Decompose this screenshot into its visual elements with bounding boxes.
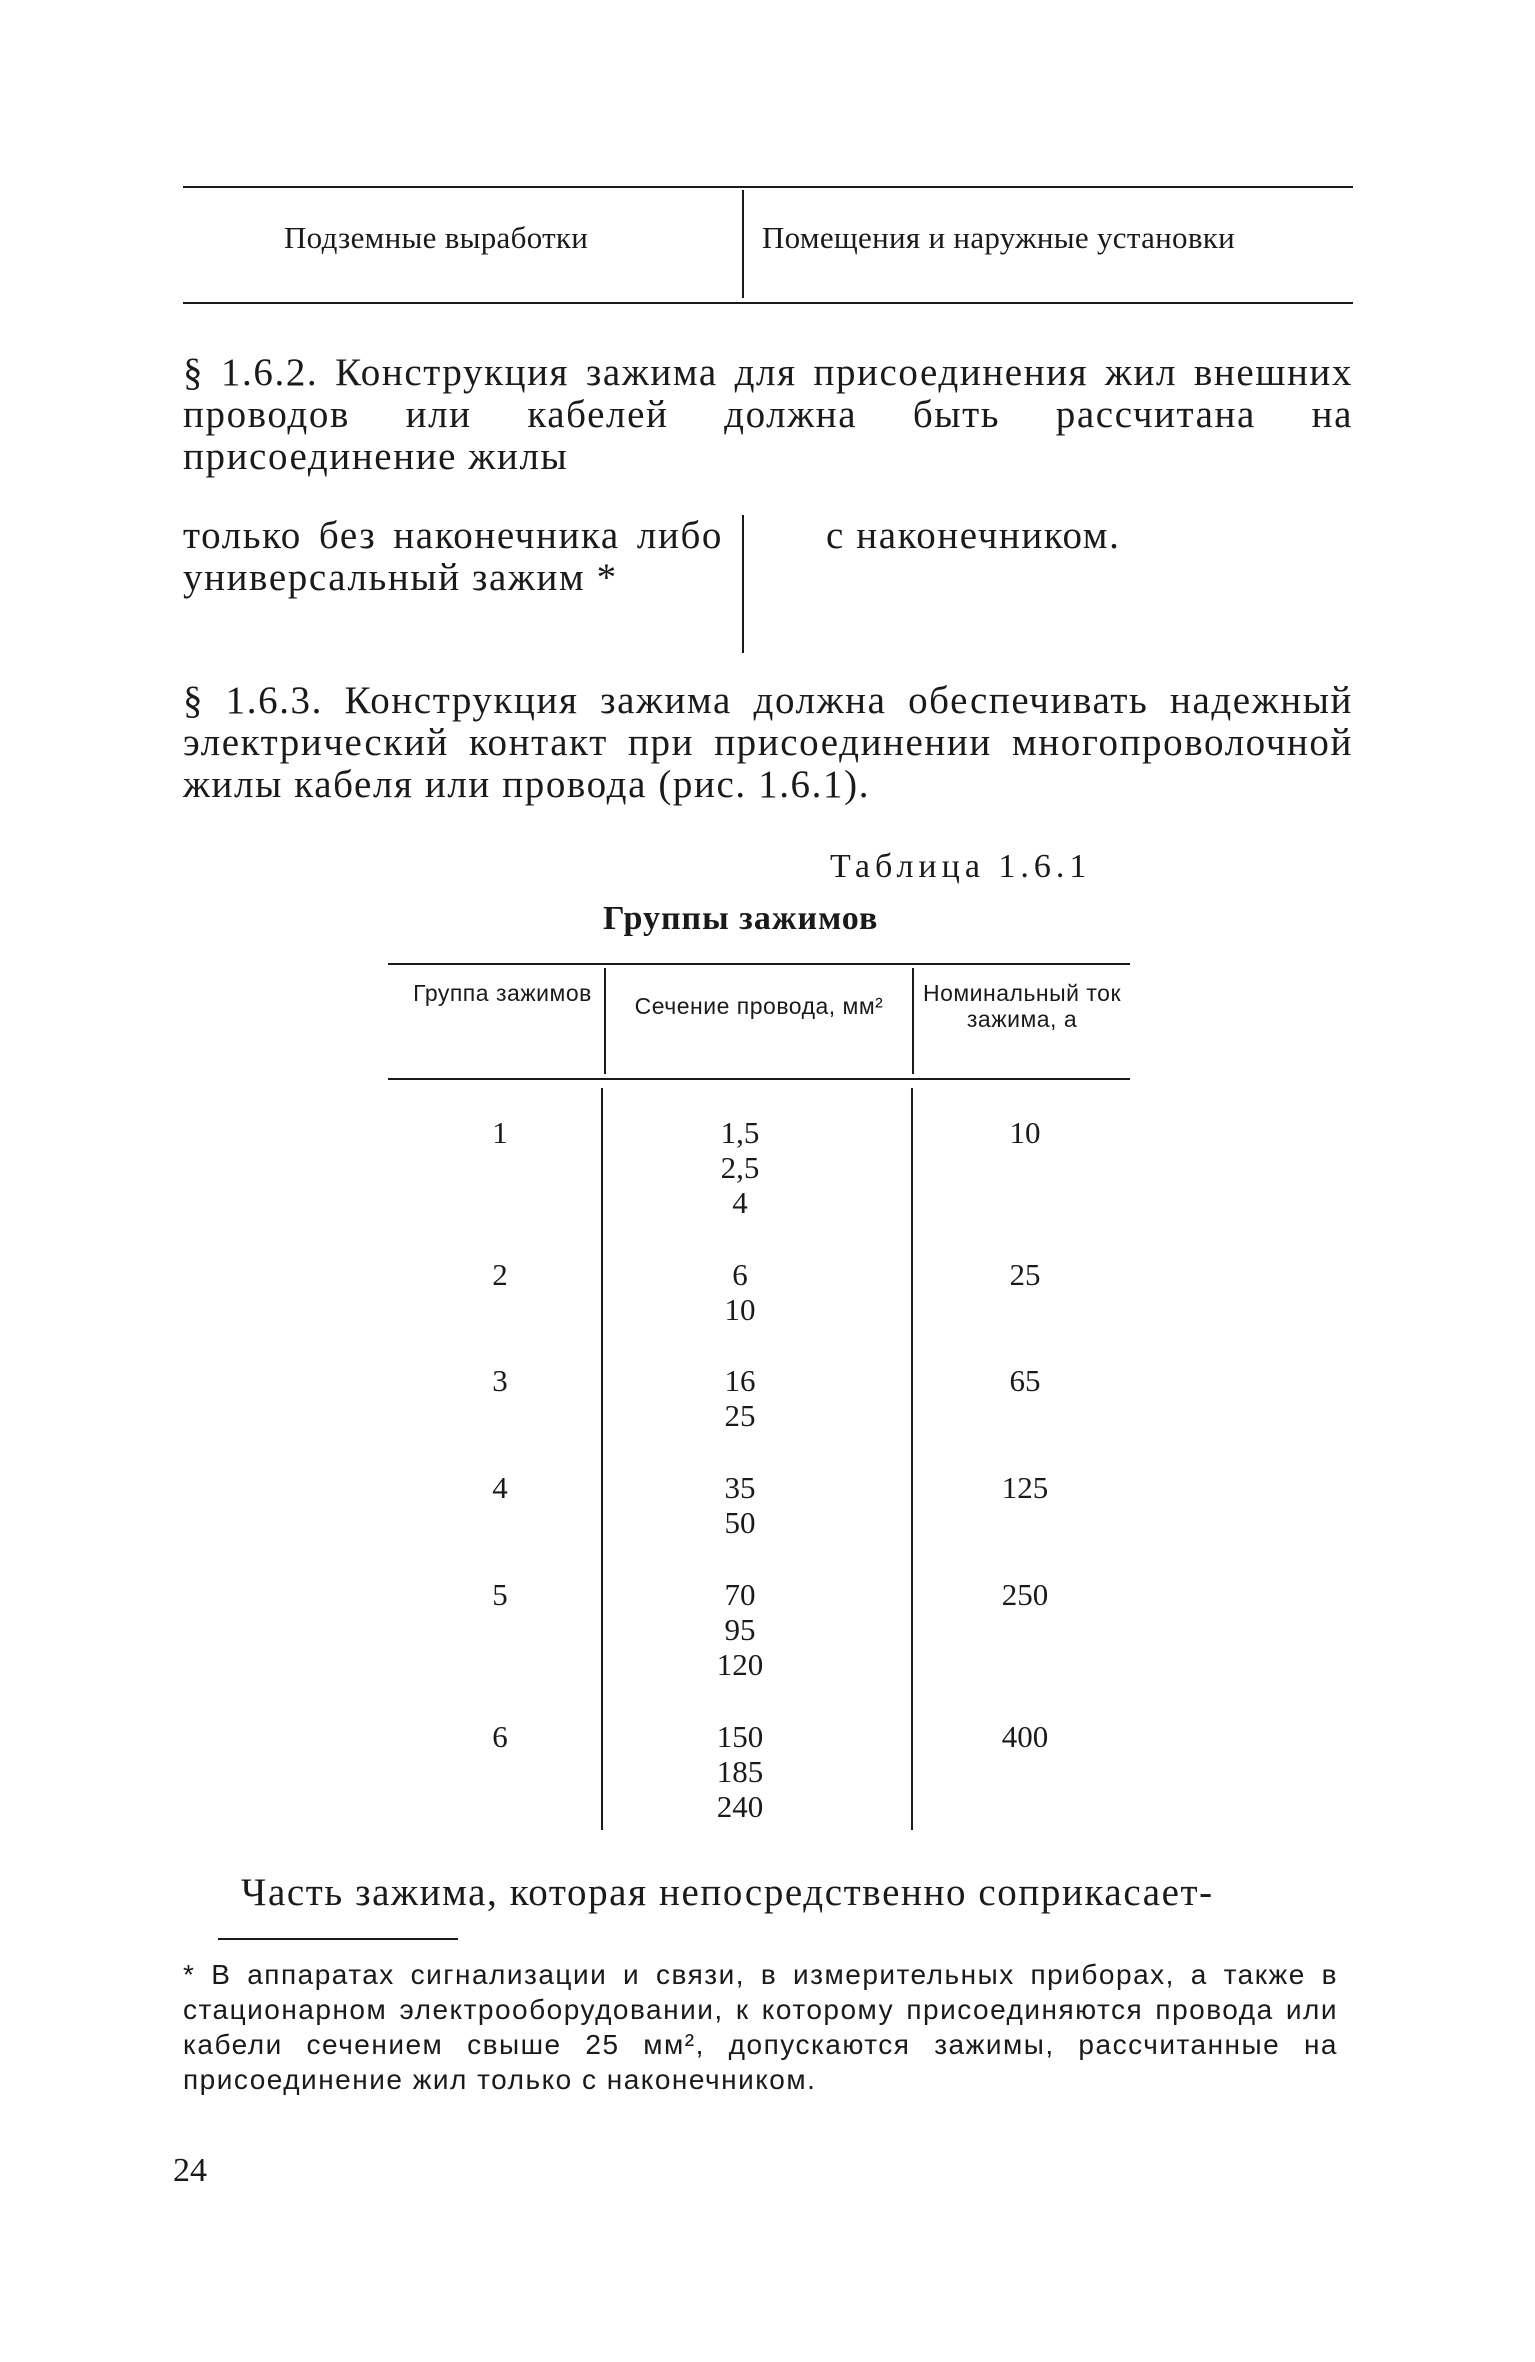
- row-3-group: 3: [492, 1363, 508, 1398]
- row-5-current: 250: [1001, 1577, 1049, 1612]
- row-5-section-3: 120: [716, 1647, 764, 1682]
- row-3-current: 65: [1009, 1363, 1041, 1398]
- row-6-current: 400: [1001, 1719, 1049, 1754]
- row-3-section-2: 25: [724, 1398, 756, 1433]
- row-6-section-3: 240: [716, 1789, 764, 1824]
- table-body-divider-1: [601, 1088, 603, 1830]
- table-top-rule: [388, 963, 1130, 965]
- header-top-rule: [183, 186, 1353, 188]
- column-header-group: Группа зажимов: [413, 980, 592, 1006]
- row-4-current: 125: [1001, 1470, 1049, 1505]
- row-5-section-1: 70: [724, 1577, 756, 1612]
- row-3-section-1: 16: [724, 1363, 756, 1398]
- row-6-section-1: 150: [716, 1719, 764, 1754]
- table-body-divider-2: [911, 1088, 913, 1830]
- table-title: Группы зажимов: [603, 900, 879, 937]
- row-4-section-1: 35: [724, 1470, 756, 1505]
- row-1-section-3: 4: [732, 1185, 748, 1220]
- row-2-section-1: 6: [732, 1257, 748, 1292]
- row-4-section-2: 50: [724, 1505, 756, 1540]
- row-6-group: 6: [492, 1719, 508, 1754]
- section-1-6-2-right-column: с наконечником.: [826, 514, 1121, 557]
- header-divider: [742, 190, 744, 298]
- footnote-rule: [218, 1938, 458, 1940]
- column-header-section: Сечение провода, мм²: [634, 993, 884, 1019]
- row-5-group: 5: [492, 1577, 508, 1612]
- column-header-current: Номинальный ток зажима, а: [922, 980, 1122, 1032]
- row-2-current: 25: [1009, 1257, 1041, 1292]
- row-1-section-2: 2,5: [720, 1150, 760, 1185]
- table-caption: Таблица 1.6.1: [830, 848, 1092, 885]
- section-1-6-3: § 1.6.3. Конструкция зажима должна обеспечивать надежный электрический контакт при присоединении многопроволочной жилы кабеля или провода (рис. 1.6.1).: [183, 679, 1353, 806]
- footnote: * В аппаратах сигнализации и связи, в измерительных приборах, а также в стационарном электрооборудовании, к которому присоединяются провода или кабели сечением свыше 25 мм², допускаются зажимы, рассчитанные на присоединение жил только с наконечником.: [183, 1959, 1338, 2095]
- section-1-6-2-intro: § 1.6.2. Конструкция зажима для присоединения жил внешних проводов или кабелей должна быть рассчитана на присоединение жилы: [183, 351, 1353, 478]
- header-left-cell: Подземные выработки: [284, 220, 589, 255]
- row-2-section-2: 10: [724, 1292, 756, 1327]
- header-right-cell: Помещения и наружные установки: [762, 220, 1236, 255]
- row-2-group: 2: [492, 1257, 508, 1292]
- continuation-text: Часть зажима, которая непосредственно соприкасает-: [241, 1871, 1214, 1914]
- row-4-group: 4: [492, 1470, 508, 1505]
- row-5-section-2: 95: [724, 1612, 756, 1647]
- header-bottom-rule: [183, 302, 1353, 304]
- row-6-section-2: 185: [716, 1754, 764, 1789]
- row-1-current: 10: [1009, 1115, 1041, 1150]
- row-1-section-1: 1,5: [720, 1115, 760, 1150]
- page-number: 24: [173, 2152, 207, 2189]
- table-header-bottom-rule: [388, 1078, 1130, 1080]
- section-1-6-2-left-column: только без наконечника либо универсальный зажим *: [183, 514, 723, 599]
- row-1-group: 1: [492, 1115, 508, 1150]
- column-divider: [742, 515, 744, 653]
